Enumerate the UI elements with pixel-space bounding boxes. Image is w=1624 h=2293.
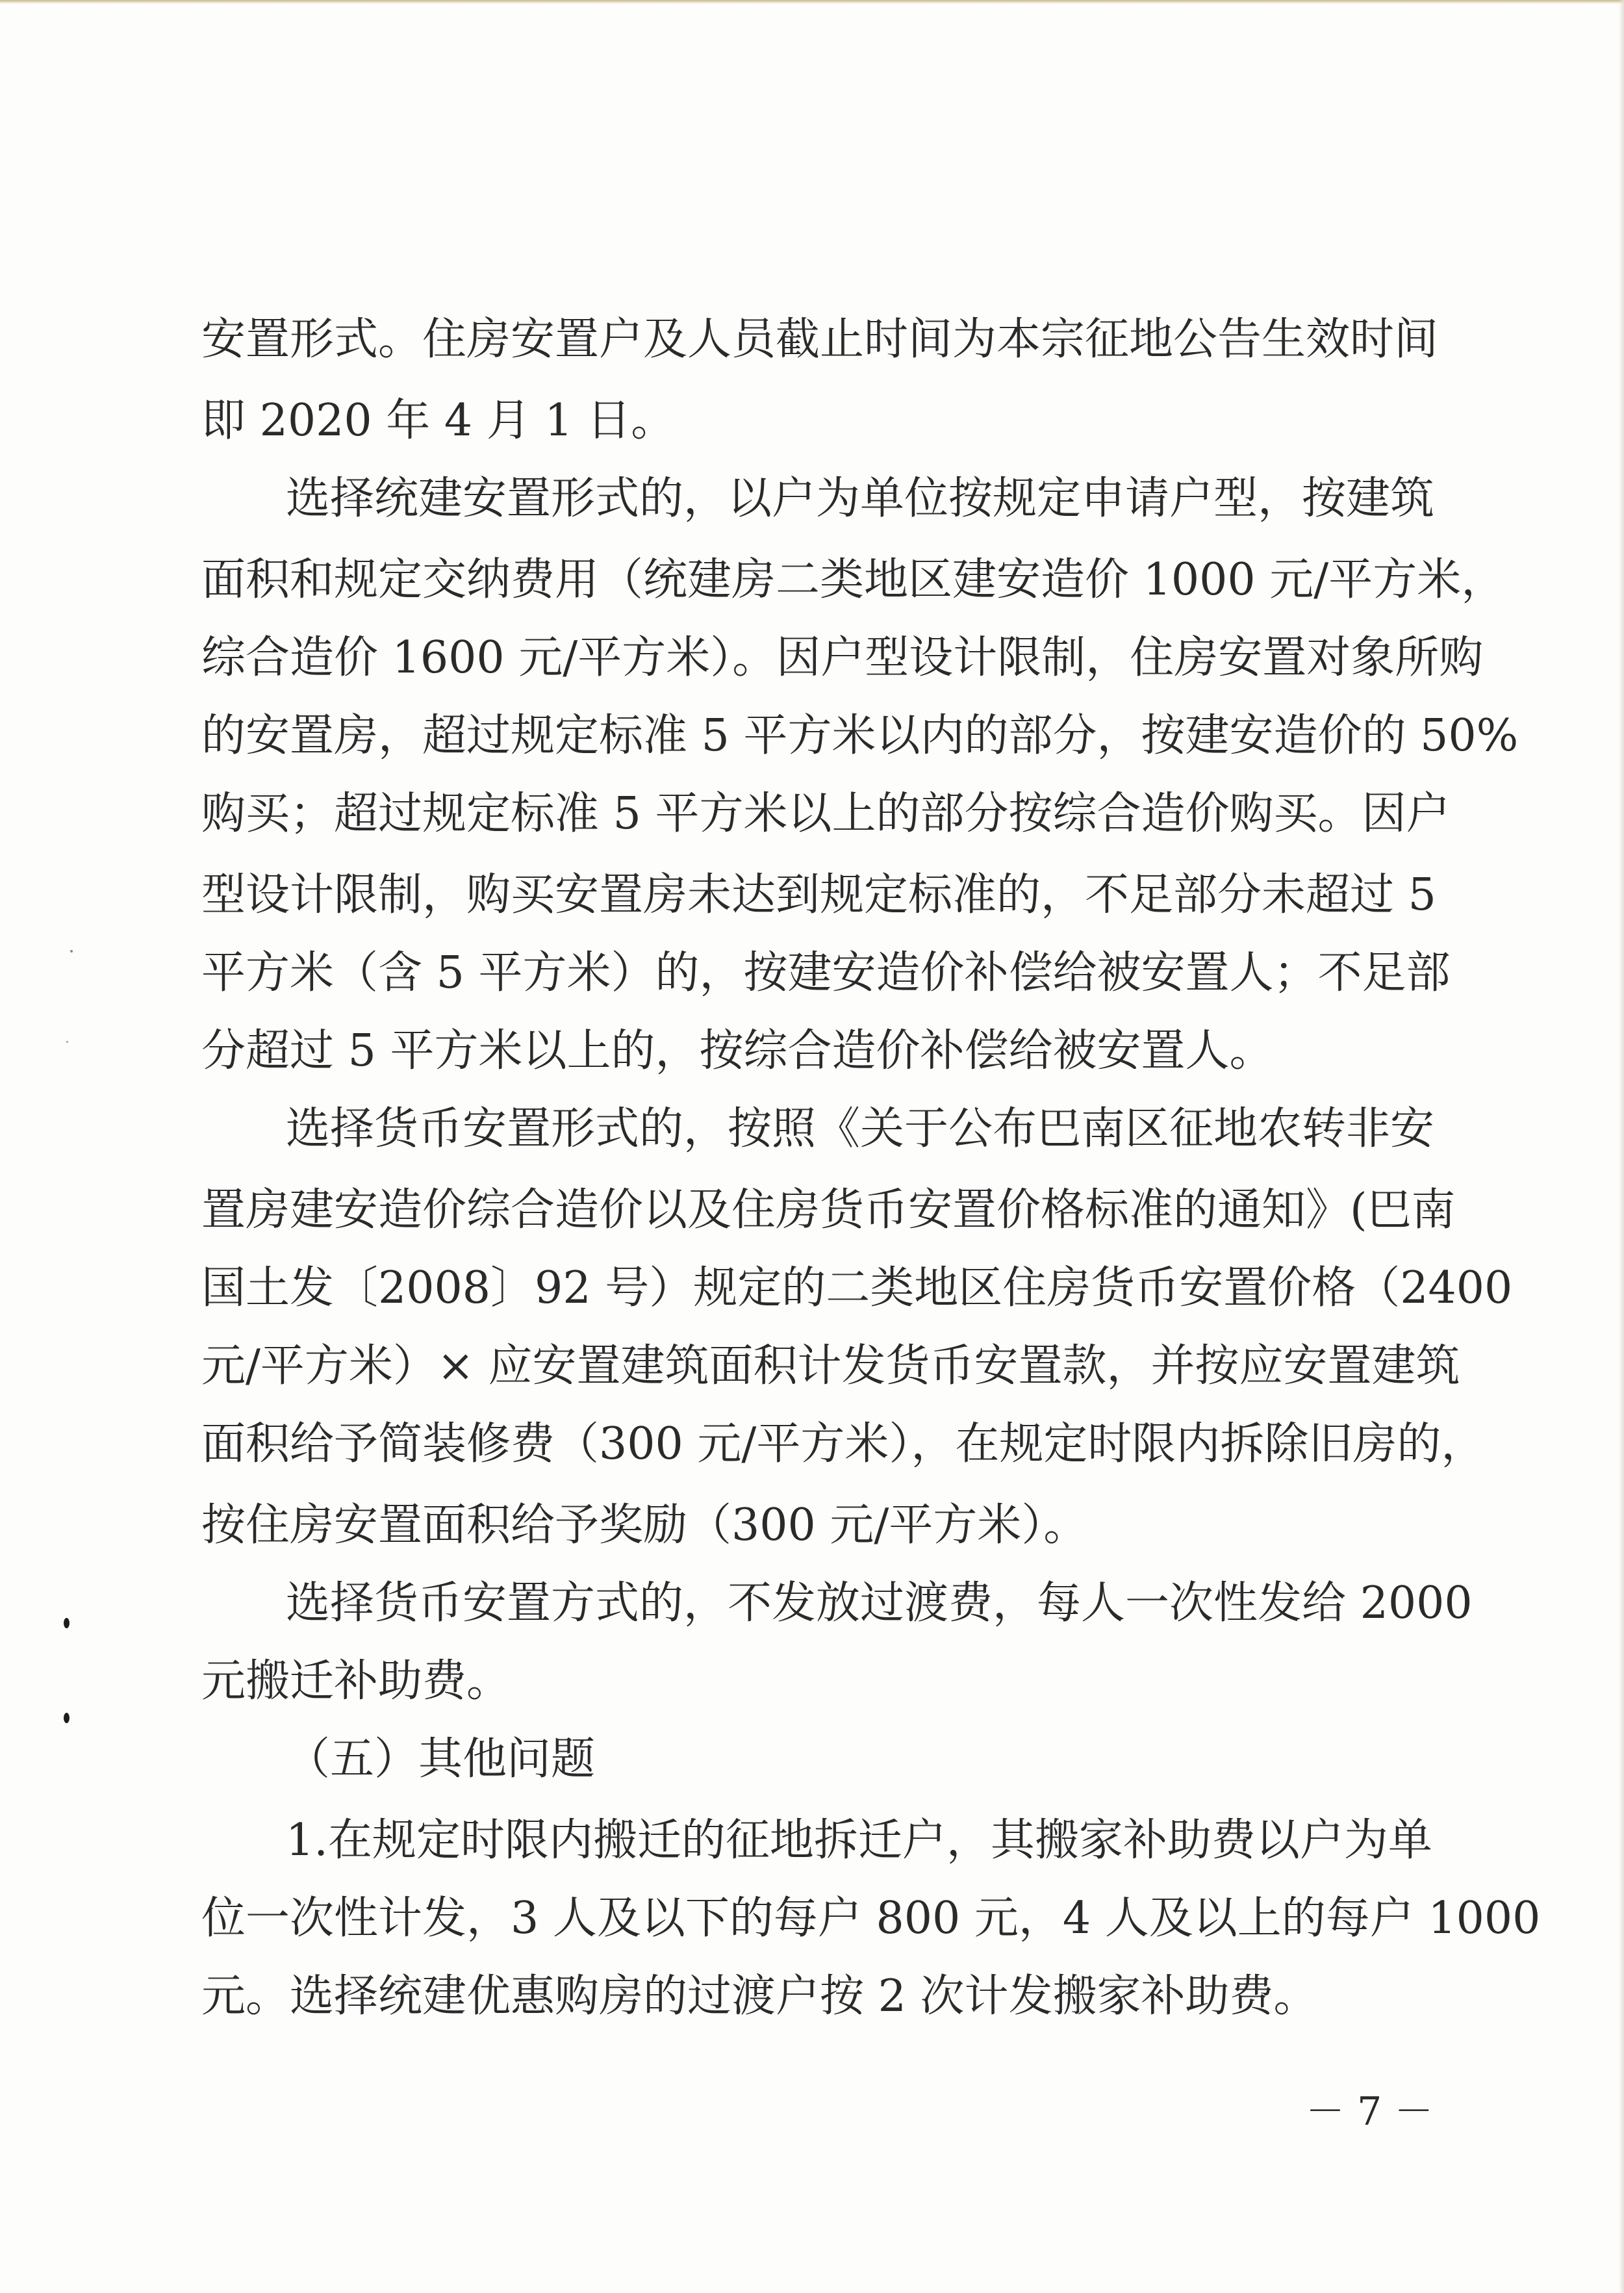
paragraph-line-17: 选择货币安置方式的，不发放过渡费，每人一次性发给 2000: [286, 1578, 1473, 1629]
paragraph-line-18: 元搬迁补助费。: [201, 1656, 511, 1707]
scan-speck: [70, 950, 73, 953]
scan-speck: [64, 1618, 70, 1628]
paragraph-line-1: 安置形式。住房安置户及人员截止时间为本宗征地公告生效时间: [201, 314, 1439, 365]
scan-speck: [64, 1713, 70, 1723]
paragraph-line-22: 元。选择统建优惠购房的过渡户按 2 次计发搬家补助费。: [201, 1971, 1318, 2022]
paragraph-line-10: 分超过 5 平方米以上的，按综合造价补偿给被安置人。: [201, 1025, 1274, 1077]
paragraph-line-13: 国土发〔2008〕92 号）规定的二类地区住房货币安置价格（2400: [201, 1262, 1513, 1314]
paragraph-line-14: 元/平方米）× 应安置建筑面积计发货币安置款，并按应安置建筑: [201, 1340, 1460, 1392]
paragraph-line-6: 的安置房，超过规定标准 5 平方米以内的部分，按建安造价的 50%: [201, 710, 1519, 762]
section-heading-other-issues: （五）其他问题: [286, 1734, 596, 1785]
scan-speck: [66, 1041, 68, 1043]
paragraph-line-8: 型设计限制，购买安置房未达到规定标准的，不足部分未超过 5: [201, 869, 1436, 921]
paragraph-line-21: 位一次性计发，3 人及以下的每户 800 元，4 人及以上的每户 1000: [201, 1893, 1541, 1944]
paragraph-line-11: 选择货币安置形式的，按照《关于公布巴南区征地农转非安: [286, 1103, 1435, 1155]
scan-right-edge: [1619, 0, 1624, 2293]
paragraph-line-15: 面积给予简装修费（300 元/平方米），在规定时限内拆除旧房的，: [201, 1418, 1486, 1470]
paragraph-line-4: 面积和规定交纳费用（统建房二类地区建安造价 1000 元/平方米，: [201, 554, 1506, 606]
paragraph-line-2: 即 2020 年 4 月 1 日。: [201, 395, 676, 446]
scan-top-edge: [0, 0, 1624, 4]
page-number: － 7 －: [1306, 2089, 1434, 2134]
paragraph-line-5: 综合造价 1600 元/平方米）。因户型设计限制，住房安置对象所购: [201, 632, 1484, 684]
paragraph-line-7: 购买；超过规定标准 5 平方米以上的部分按综合造价购买。因户: [201, 788, 1451, 839]
paragraph-line-9: 平方米（含 5 平方米）的，按建安造价补偿给被安置人；不足部: [201, 947, 1451, 999]
paragraph-line-3: 选择统建安置形式的，以户为单位按规定申请户型，按建筑: [286, 473, 1435, 524]
paragraph-line-16: 按住房安置面积给予奖励（300 元/平方米）。: [201, 1500, 1088, 1551]
paragraph-line-20: 1.在规定时限内搬迁的征地拆迁户，其搬家补助费以户为单: [286, 1815, 1432, 1866]
paragraph-line-12: 置房建安造价综合造价以及住房货币安置价格标准的通知》(巴南: [201, 1185, 1456, 1236]
